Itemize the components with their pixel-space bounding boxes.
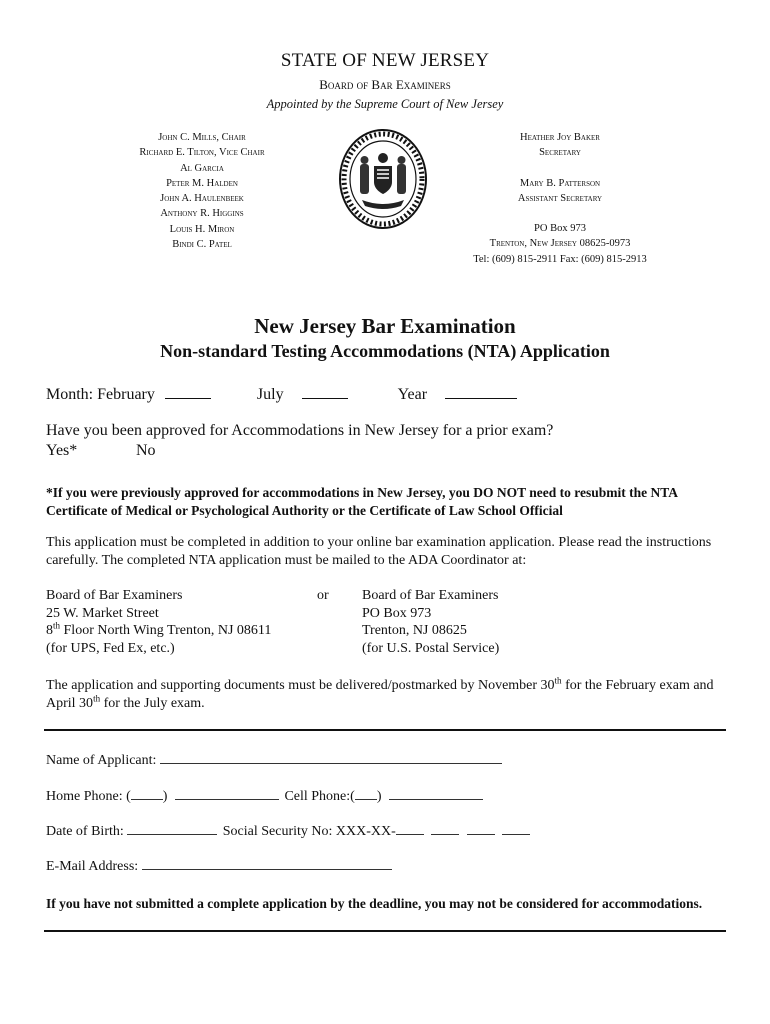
- july-label: July: [256, 386, 284, 403]
- home-phone-number-input[interactable]: [175, 787, 279, 800]
- form-title: New Jersey Bar Examination: [254, 314, 516, 338]
- prior-no-option[interactable]: No: [136, 442, 156, 459]
- assistant-secretary-title: Assistant Secretary: [517, 192, 603, 204]
- february-label: February: [97, 386, 155, 403]
- email-label: E-Mail Address:: [46, 859, 139, 874]
- section-divider-top: [44, 729, 726, 731]
- dob-input[interactable]: [127, 822, 217, 835]
- po-box: PO Box 973: [534, 223, 586, 235]
- member-name: John C. Mills, Chair: [158, 132, 246, 143]
- cell-phone-area-code-input[interactable]: [355, 787, 377, 800]
- form-subtitle: Non-standard Testing Accommodations (NTA) Application: [160, 341, 610, 361]
- ssn-label: Social Security No: XXX-XX-: [222, 824, 396, 839]
- resubmit-note: *If you were previously approved for accommodations in New Jersey, you DO NOT need to resubmit the NTA Certificate of Medical or Psychological Authority or the Certificate of Law School Official: [46, 485, 678, 518]
- home-phone-label: Home Phone: (: [46, 789, 131, 804]
- deadline-paragraph: The application and supporting documents must be delivered/postmarked by November 30th for the February exam and April 30th for the July exam.: [46, 675, 714, 711]
- or-label: or: [317, 588, 329, 603]
- secretary-title: Secretary: [539, 147, 581, 159]
- secretary-name: Heather Joy Baker: [520, 132, 600, 143]
- dob-ssn-row: [46, 822, 530, 840]
- phone-row: Home Phone: ( ) Cell Phone:( ): [46, 787, 483, 805]
- board-members-list: [112, 130, 292, 252]
- assistant-secretary-name: Mary B. Patterson: [519, 177, 601, 189]
- ssn-digit-input[interactable]: [502, 822, 530, 835]
- member-name: Anthony R. Higgins: [160, 208, 244, 220]
- address-line: 25 W. Market Street: [46, 605, 159, 621]
- applicant-name-row: [46, 751, 502, 769]
- month-label: Month:: [46, 386, 94, 403]
- ssn-digit-input[interactable]: [396, 822, 424, 835]
- address-usps: [362, 587, 612, 657]
- state-title: STATE OF NEW JERSEY: [280, 50, 490, 71]
- applicant-name-input[interactable]: [160, 751, 502, 764]
- member-name: John A. Haulenbeek: [160, 193, 244, 205]
- address-line: PO Box 973: [362, 605, 432, 621]
- member-name: Bindi C. Patel: [172, 239, 232, 251]
- member-name: Louis H. Miron: [169, 223, 235, 235]
- address-line: Board of Bar Examiners: [46, 588, 183, 603]
- address-line: (for U.S. Postal Service): [362, 640, 500, 656]
- dob-label: Date of Birth:: [46, 824, 124, 839]
- city-line: Trenton, New Jersey 08625-0973: [489, 238, 631, 250]
- year-blank-line[interactable]: [445, 384, 517, 399]
- address-line: Board of Bar Examiners: [362, 588, 499, 603]
- prior-approval-question: Have you been approved for Accommodations in New Jersey for a prior exam?: [46, 422, 554, 439]
- address-line: Trenton, NJ 08625: [362, 623, 467, 638]
- applicant-name-label: Name of Applicant:: [46, 753, 157, 768]
- exam-period-row: [46, 384, 746, 404]
- february-checkbox-line[interactable]: [165, 384, 211, 399]
- board-name: Board of Bar Examiners: [319, 77, 451, 92]
- appointed-line: Appointed by the Supreme Court of New Jersey: [266, 97, 504, 111]
- year-label: Year: [397, 386, 428, 403]
- address-line: 8th Floor North Wing Trenton, NJ 08611: [46, 620, 272, 638]
- staff-contact-block: [470, 130, 650, 267]
- address-line: (for UPS, Fed Ex, etc.): [46, 640, 175, 656]
- email-input[interactable]: [142, 857, 392, 870]
- phone-fax-line: Tel: (609) 815-2911 Fax: (609) 815-2913: [473, 253, 647, 265]
- nj-state-seal-icon: [338, 128, 428, 230]
- email-row: [46, 857, 392, 875]
- ssn-digit-input[interactable]: [431, 822, 459, 835]
- home-phone-area-code-input[interactable]: [131, 787, 163, 800]
- section-divider-bottom: [44, 930, 726, 932]
- member-name: Al Garcia: [180, 162, 224, 174]
- address-ups: [46, 587, 316, 657]
- deadline-warning: If you have not submitted a complete application by the deadline, you may not be considered for accommodations.: [46, 896, 703, 911]
- cell-phone-label: Cell Phone:(: [284, 789, 355, 804]
- july-checkbox-line[interactable]: [302, 384, 348, 399]
- cell-phone-number-input[interactable]: [389, 787, 483, 800]
- prior-yes-option[interactable]: Yes*: [46, 442, 78, 459]
- member-name: Richard E. Tilton, Vice Chair: [139, 147, 265, 159]
- instructions-paragraph: This application must be completed in addition to your online bar examination application. Please read the instructions carefully. The completed NTA application must be mailed to the ADA Coordinator at:: [46, 535, 712, 568]
- ssn-digit-input[interactable]: [467, 822, 495, 835]
- member-name: Peter M. Halden: [166, 177, 238, 189]
